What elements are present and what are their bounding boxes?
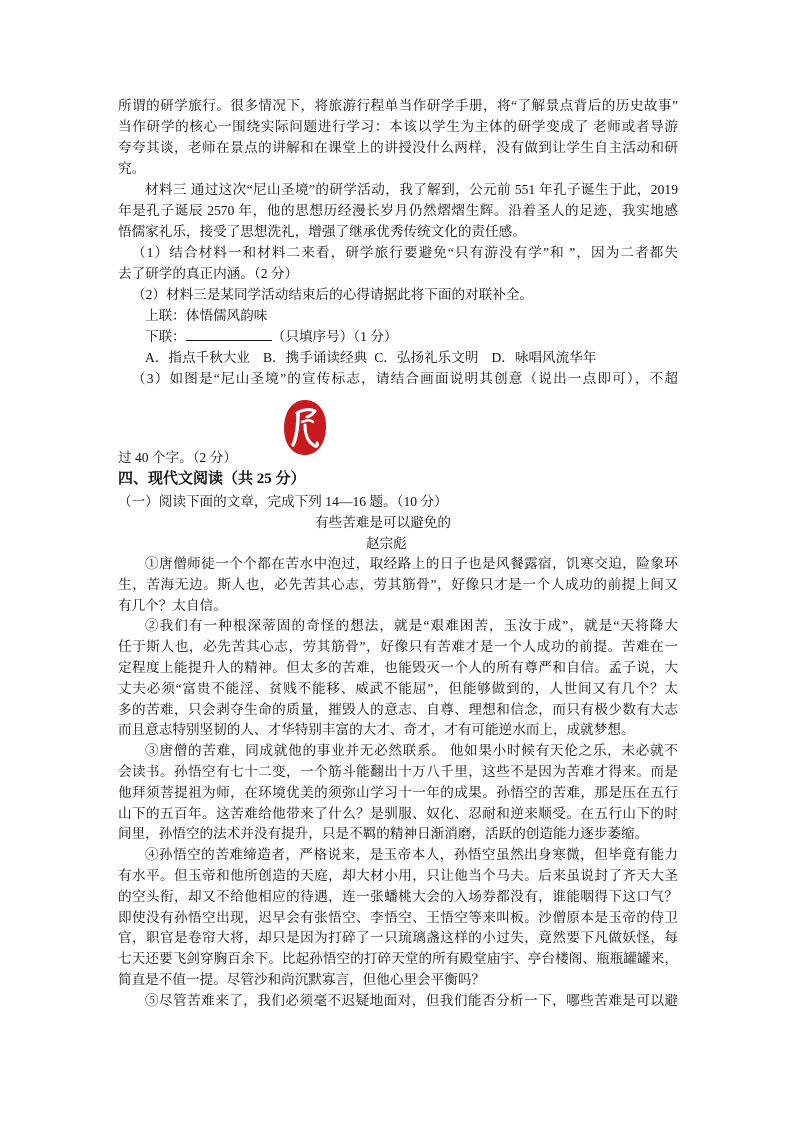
question-1	[118, 242, 678, 284]
material-three	[118, 179, 678, 242]
material-line: 年是孔子诞辰 2570 年，他的思想历经漫长岁月仍然熠熠生辉。沿着圣人的足迹，我实地感	[118, 203, 678, 218]
question-prompt: （2）材料三是某同学活动结束后的心得请据此将下面的对联补全。	[132, 287, 534, 302]
article-line: 简直是不值一提。尽管沙和尚沉默寡言，但他心里会平衡吗？	[118, 971, 486, 987]
article-title: 有些苦难是可以避免的	[315, 515, 451, 530]
article-line: ⑤尽管苦难来了，我们必须毫不迟疑地面对，但我们能否分析一下，哪些苦难是可以避	[145, 992, 678, 1008]
option-a: A．指点千秋大业	[145, 350, 250, 365]
article-line: 有几个？太自信。	[118, 597, 227, 613]
article-line: 的空头衔，却又不给他相应的待遇，连一张蟠桃大会的入场券都没有，谁能咽得下这口气？	[118, 888, 678, 904]
option-b: B．携手诵读经典	[262, 350, 368, 365]
article-line: ④孙悟空的苦难缔造者，严格说来，是玉帝本人，孙悟空虽然出身寒微，但毕竟有能力	[145, 847, 678, 863]
article-line: 有水平。但玉帝和他所创造的天庭，却大材小用，只让他当个马夫。后来虽说封了齐天大圣	[118, 867, 678, 883]
lower-couplet-label: 下联：	[145, 329, 186, 344]
article-line: ①唐僧师徒一个个都在苦水中泡过，取经路上的日子也是风餐露宿，饥寒交迫，险象环	[145, 556, 678, 571]
page-content	[118, 95, 678, 1012]
article-line: 而且意志特别坚韧的人、才华特别丰富的大才、奇才，才有可能逆水而上，成就梦想。	[118, 722, 635, 738]
article-line: 定程度上能提升人的精神。但太多的苦难，也能毁灭一个人的所有尊严和自信。孟子说，大	[118, 659, 678, 675]
material-line: 材料三 通过这次“尼山圣境”的研学活动，我了解到，公元前 551 年孔子诞生于此，2019	[145, 182, 678, 197]
article-line: 他拜须菩提祖为师，在环境优美的须弥山学习十一年的成果。孙悟空的苦难，那是压在五行	[118, 784, 678, 800]
article-author: 赵宗彪	[366, 536, 407, 551]
article-line: 山下的五百年。这苦难给他带来了什么？是驯服、奴化、忍耐和逆来顺受。在五行山下的时	[118, 805, 678, 821]
question-line: （3）如图是“尼山圣境”的宣传标志，请结合画面说明其创意（说出一点即可），不超	[132, 371, 678, 386]
nishan-shengjing-seal-logo-icon	[283, 398, 327, 456]
question-line: 去了研学的真正内涵。（2 分）	[118, 266, 299, 281]
article-line: 即使没有孙悟空出现，迟早会有张悟空、李悟空、王悟空等来叫板。沙僧原本是玉帝的侍卫	[118, 909, 678, 925]
couplet-options	[118, 347, 678, 368]
question-3	[118, 368, 678, 468]
upper-couplet: 上联：体悟儒风韵味	[145, 308, 268, 323]
article-line: 官，职官是卷帘大将，却只是因为打碎了一只琉璃盏这样的小过失，竟然要下凡做妖怪，每	[118, 930, 678, 946]
paragraph-4	[118, 845, 678, 991]
article-line: 多的苦难，只会剥夺生命的质量，摧毁人的意志、自尊、理想和信念，而只有极少数有大志	[118, 701, 678, 717]
paragraph-5	[118, 991, 678, 1012]
paragraph-2	[118, 616, 678, 741]
passage-line: 所谓的研学旅行。很多情况下，将旅游行程单当作研学手册，将“了解景点背后的历史故事”	[118, 98, 678, 113]
article-line: ③唐僧的苦难，同成就他的事业并无必然联系。 他如果小时候有天伦之乐，未必就不	[145, 743, 678, 759]
logo-row	[118, 389, 678, 447]
article-line: 生，苦海无边。斯人也，必先苦其心志，劳其筋骨”，好像只才是一个人成功的前提上间又	[118, 576, 678, 592]
section-heading: 四、现代文阅读（共 25 分）	[118, 471, 306, 487]
article-line: ②我们有一种根深蒂固的奇怪的想法，就是“艰难困苦，玉汝于成”，就是“天将降大	[145, 618, 678, 634]
lower-couplet	[118, 326, 678, 347]
part-instructions: （一）阅读下面的文章，完成下列 14—16 题。（10 分）	[118, 494, 448, 509]
question-line: （1）结合材料一和材料二来看，研学旅行要避免“只有游没有学”和 ”，因为二者都失	[132, 245, 678, 260]
option-c: C．弘扬礼乐文明	[374, 350, 479, 365]
passage-line: 当作研学的核心一围绕实际问题进行学习：本该以学生为主体的研学变成了 老师或者导游	[118, 119, 678, 134]
article-line: 会读书。孙悟空有七十二变，一个筋斗能翻出十万八千里，这些不是因为苦难才得来。而是	[118, 763, 678, 779]
passage-line: 夸夸其谈，老师在景点的讲解和在课堂上的讲授没什么两样，没有做到让学生自主活动和研	[118, 140, 678, 155]
question-line: 过 40 个字。（2 分）	[118, 450, 237, 465]
article-line: 七天还要飞剑穿胸百余下。比起孙悟空的打碎天堂的所有殿堂庙宇、亭台楼阁、瓶瓶罐罐来，	[118, 951, 678, 967]
lower-couplet-note: （只填序号）（1 分）	[271, 329, 398, 344]
material-line: 悟儒家礼乐，接受了思想洗礼，增强了继承优秀传统文化的责任感。	[118, 224, 526, 239]
answer-blank	[186, 327, 272, 341]
article-line: 丈夫必须“富贵不能淫、贫贱不能移、威武不能屈”，但能够做到的，人世间又有几个？太	[118, 680, 678, 696]
paragraph-3	[118, 741, 678, 845]
continued-passage	[118, 95, 678, 179]
passage-line: 究。	[118, 161, 146, 176]
article-line: 任于斯人也，必先苦其心志，劳其筋骨”，好像只有苦难才是一个人成功的前提。苦难在一	[118, 639, 678, 655]
paragraph-1	[118, 554, 678, 616]
question-2	[118, 284, 678, 368]
option-d: D．咏唱风流华年	[491, 350, 597, 365]
article-line: 间里，孙悟空的法术并没有提升，只是不羁的精神日渐消磨，活跃的创造能力逐步萎缩。	[118, 826, 649, 842]
